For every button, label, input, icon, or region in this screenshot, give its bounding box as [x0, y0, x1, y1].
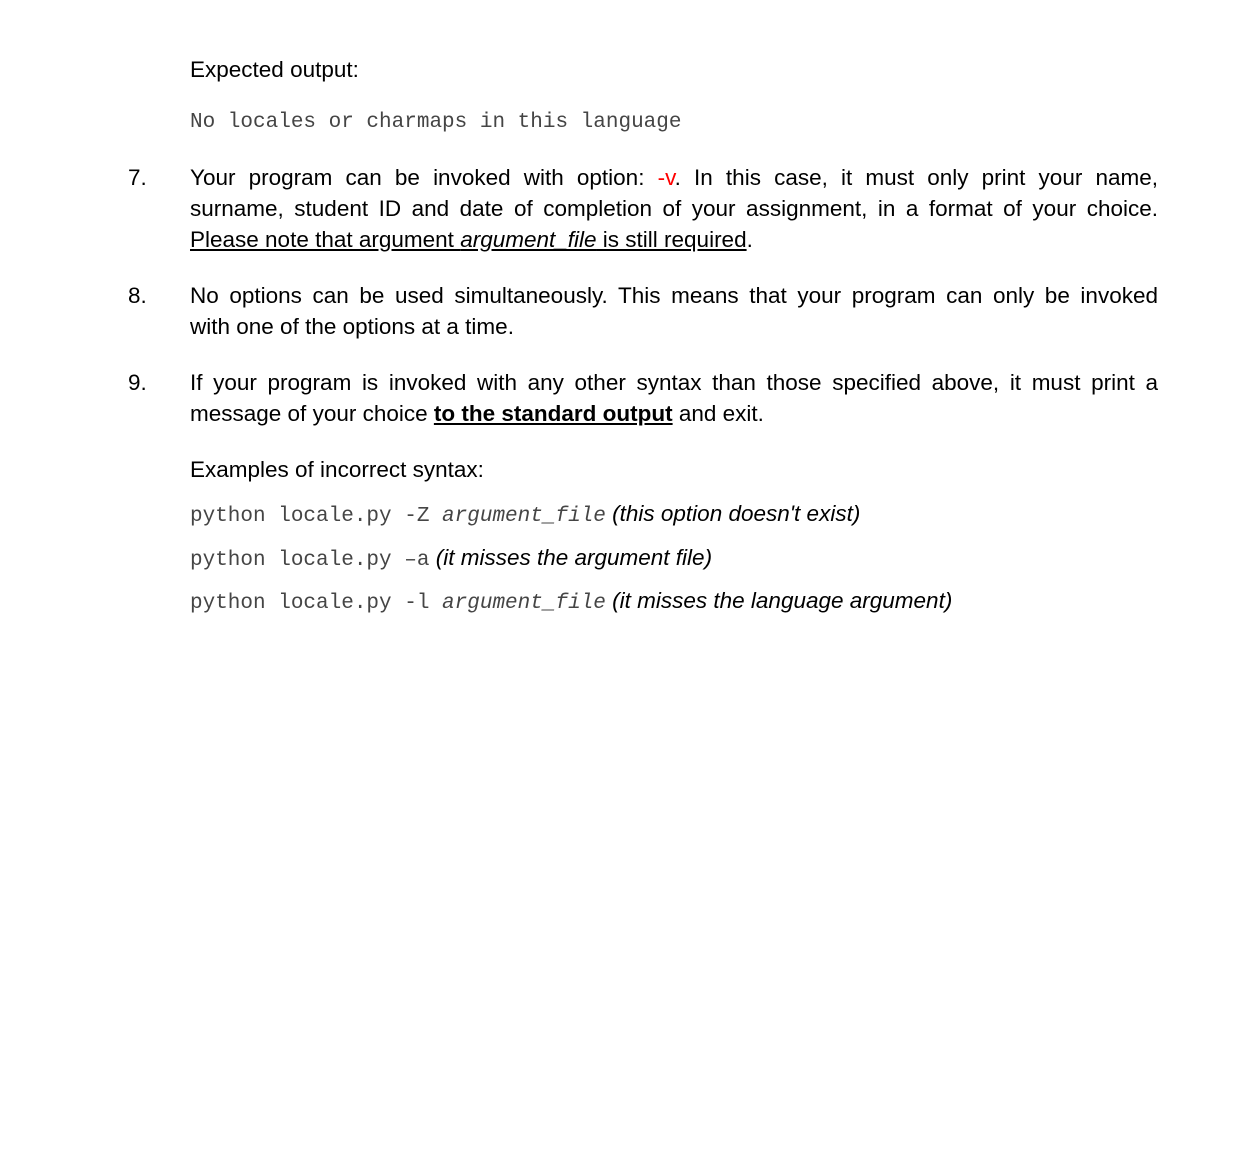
expected-output-code: No locales or charmaps in this language: [190, 111, 682, 134]
option-v: -v: [657, 165, 675, 190]
example-1: python locale.py -Z argument_file (this option doesn't exist): [190, 501, 861, 528]
item-9-line-2: message of your choice to the standard output and exit.: [190, 401, 764, 426]
item-9-line-1: If your program is invoked with any other syntax than those specified above, it must print a: [190, 370, 1158, 395]
item-7-line-3: Please note that argument argument_file is still required.: [190, 227, 753, 252]
example-2: python locale.py –a (it misses the argument file): [190, 545, 713, 572]
expected-output-label: Expected output:: [190, 57, 359, 82]
argument-file-emphasis: argument_file: [460, 227, 597, 252]
item-9-number: 9.: [128, 370, 147, 395]
item-7-line-2: surname, student ID and date of completion of your assignment, in a format of your choice.: [190, 196, 1158, 221]
item-8-line-2: with one of the options at a time.: [190, 314, 514, 339]
example-3: python locale.py -l argument_file (it misses the language argument): [190, 588, 953, 615]
examples-label: Examples of incorrect syntax:: [190, 457, 484, 482]
item-8-line-1: No options can be used simultaneously. This means that your program can only be invoked: [190, 283, 1158, 308]
item-8-number: 8.: [128, 283, 147, 308]
standard-output-emphasis: to the standard output: [433, 401, 673, 426]
item-7-line-1: Your program can be invoked with option: -v. In this case, it must only print your name,: [190, 165, 1158, 190]
item-7-number: 7.: [128, 165, 147, 190]
